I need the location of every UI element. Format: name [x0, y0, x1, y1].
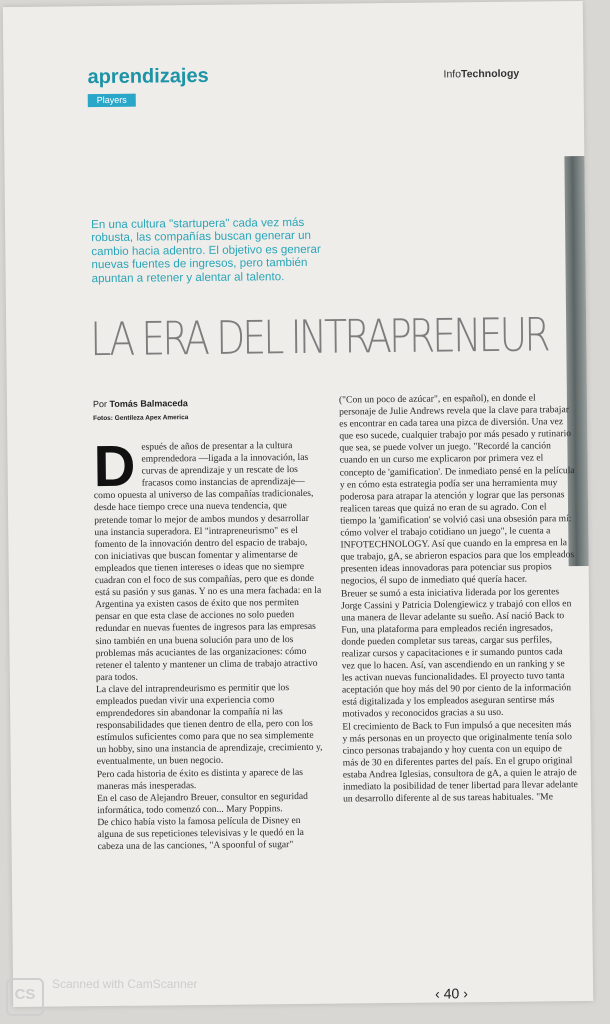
- article-column-2: [339, 392, 578, 806]
- paragraph: ("Con un poco de azúcar", en español), en donde el personaje de Julie Andrews revela que la clave para trabajar es encontrar en cada tarea una pizca de diversión. Una vez que eso sucede, cualquier trabajo por más pesado y rutinario que sea, se puede volver un juego. "Recordé la canción cuando en un curso me explicaron por primera vez el concepto de 'gamification'. De inmediato pensé en la película y en cómo esta estrategia podía ser una herramienta muy poderosa para atrapar la atención y lograr que las personas realicen tareas que quizá no eran de su agrado. Con el tiempo la 'gamification' se volvió casi una obsesión para mí: cómo volver el trabajo cotidiano un juego", le cuenta a INFOTECHNOLOGY. Así que cuando en la empresa en la que trabajo, gA, se abrieron espacios para que los empleados presenten ideas innovadoras para potenciar sus propios negocios, él supo de inmediato qué quería hacer.: [338, 392, 575, 587]
- paragraph-text: espués de años de presentar a la cultura emprendedora —ligada a la innovación, las curvas de aprendizaje y un rescate de los fracasos como instancias de aprendizaje— como opuesta al universo de las compañías tradicionales, desde hace tiempo crece una nueva tendencia, que pretende tomar lo mejor de ambos mundos y desarrollar una instancia superadora. El "intrapreneurismo" es el fomento de la innovación dentro del espacio de trabajo, con iniciativas que buscan fomentar y alimentarse de empleados que tienen intereses o ideas que no siempre cuadran con el foco de sus compañías, pero que es donde está su pasión y sus ganas. Y no es una mera fachada: en la Argentina ya existen casos de éxito que nos permiten pensar en que esta clase de acciones no solo pueden redundar en nuevas fuentes de ingresos para las empresas sino también en una buena solución para uno de los problemas más acuciantes de las organizaciones: cómo retener el talento y mantener un clima de trabajo atractivo para todos.: [93, 440, 322, 683]
- paragraph: [93, 433, 324, 684]
- brand-prefix: Info: [443, 68, 462, 81]
- paragraph: La clave del intraprendeurismo es permitir que los empleados puedan vivir una experiencia como emprendedores sin abandonar la compañía ni las responsabilidades que tienen dentro de ella, pero con los estímulos suficientes como para que no sea simplemente un hobby, sino una instancia de aprendizaje, crecimiento y, eventualmente, un buen negocio.: [95, 681, 323, 768]
- paragraph: De chico había visto la famosa película de Disney en alguna de sus repeticiones televisivas y le quedó en la cabeza una de las canciones, "A spoonful of sugar": [97, 814, 304, 853]
- photo-credit: Fotos: Gentileza Apex America: [93, 414, 189, 423]
- paragraph: Breuer se sumó a esta iniciativa liderada por los gerentes Jorge Cassini y Patricia Dolengiewicz y trabajó con ellos en una manera de llevar adelante su sueño. Así nació Back to Fun, una plataforma para empleados recién ingresados, donde pueden completar sus tareas, cargar sus perfiles, realizar cursos y capacitaciones e ir sumando puntos cada vez que lo hacen. Así, van ascendiendo en un ranking y se les activan nuevas funcionalidades. El proyecto tuvo tanta aceptación que hoy más del 90 por ciento de la información está digitalizada y los empleados aseguran sentirse más motivados y reconocidos gracias a su uso.: [340, 585, 572, 720]
- section-title: aprendizajes: [87, 64, 209, 89]
- brand-main: Technology: [460, 67, 520, 81]
- byline-author: Tomás Balmaceda: [109, 398, 188, 409]
- camscanner-watermark: Scanned with CamScanner: [52, 977, 198, 991]
- drop-cap: D: [93, 433, 136, 500]
- article-column-1: [93, 433, 325, 854]
- article-lead: En una cultura "startupera" cada vez más robusta, las compañías buscan generar un cambio hacia adentro. El objetivo es generar nuevas fuentes de ingresos, pero también apuntan a retener y alentar al talento.: [90, 215, 321, 285]
- magazine-brand: [443, 68, 519, 81]
- paragraph: En el caso de Alejandro Breuer, consultor en seguridad informática, todo comenzó con... Mary Poppins.: [97, 790, 308, 816]
- page-number: ‹ 40 ›: [435, 985, 468, 1002]
- section-tag: Players: [88, 94, 136, 108]
- byline: [93, 398, 188, 409]
- magazine-page: [3, 1, 593, 1007]
- article-headline: LA ERA DEL INTRAPRENEUR: [89, 307, 548, 367]
- paragraph: Pero cada historia de éxito es distinta y aparece de las maneras más inesperadas.: [96, 766, 304, 792]
- byline-prefix: Por: [92, 398, 108, 410]
- paragraph: El crecimiento de Back to Fun impulsó a que necesiten más y más personas en un proyecto que originalmente tenía solo cinco personas trabajando y hoy cuenta con un equipo de más de 30 en diferentes partes del país. En el grupo original estaba Andrea Iglesias, consultora de gA, a quien le atrajo de inmediato la posibilidad de tener libertad para llevar adelante un desarrollo diferente al de sus tareas habituales. "Me: [342, 718, 578, 805]
- camscanner-logo: CS: [6, 978, 44, 1016]
